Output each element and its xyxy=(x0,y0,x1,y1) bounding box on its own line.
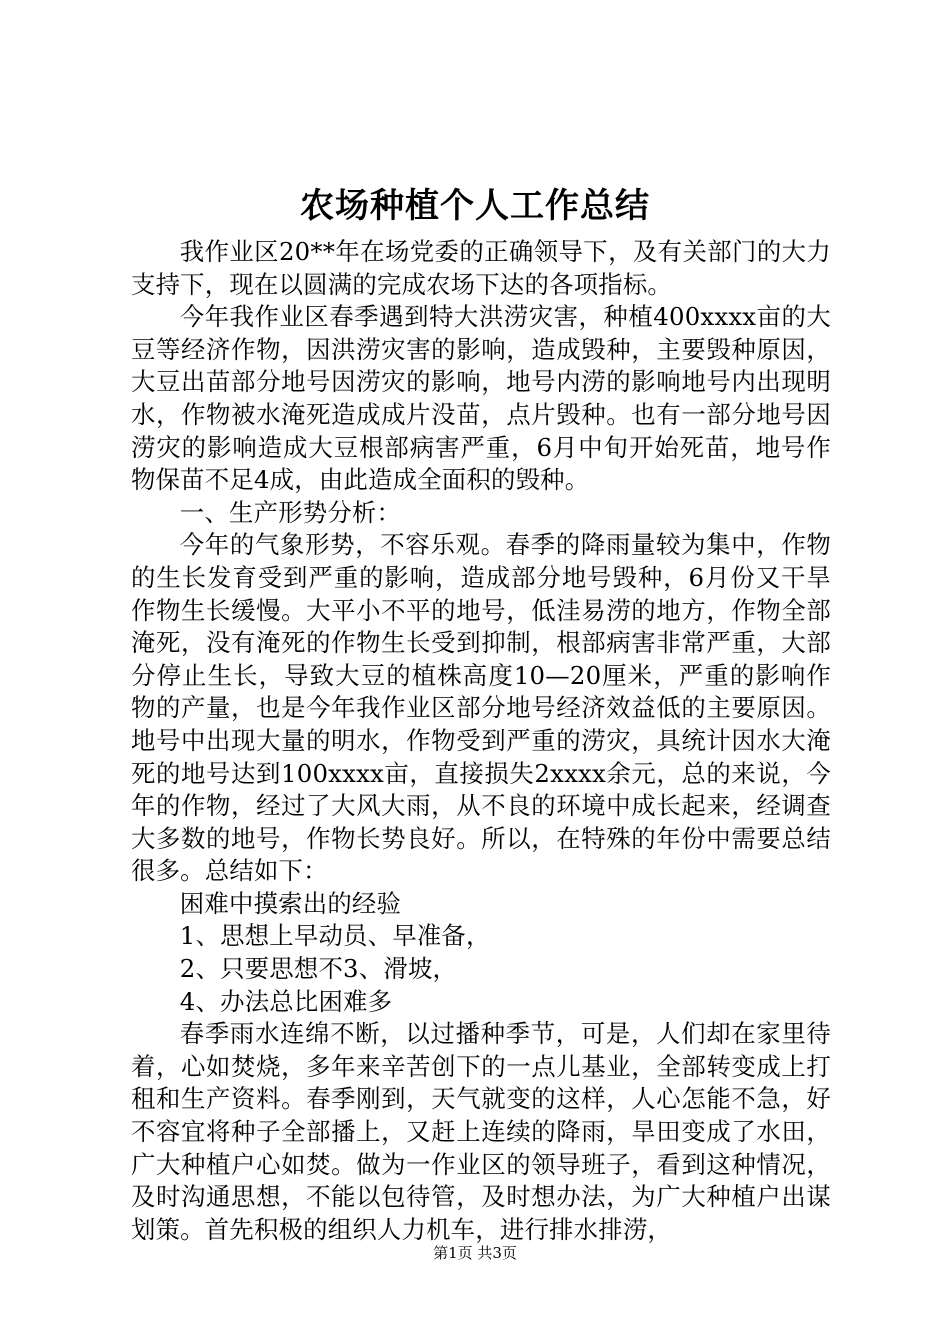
paragraph: 我作业区20**年在场党委的正确领导下，及有关部门的大力支持下，现在以圆满的完成农场下达的各项指标。 xyxy=(131,237,831,299)
section-heading: 一、生产形势分析： xyxy=(179,497,402,527)
page-number-footer: 第1页 共3页 xyxy=(433,1244,517,1262)
paragraph: 春季雨水连绵不断，以过播种季节，可是，人们却在家里待着，心如焚烧，多年来辛苦创下的一点儿基业，全部转变成上打租和生产资料。春季刚到，天气就变的这样，人心怎能不急，好不容宜将种子全部播上，又赶上连续的降雨，旱田变成了水田，广大种植户心如焚。做为一作业区的领导班子，看到这种情况，及时沟通思想，不能以包待管，及时想办法，为广大种植户出谋划策。首先积极的组织人力机车，进行排水排涝， xyxy=(131,1019,831,1244)
document-title: 农场种植个人工作总结 xyxy=(300,186,650,226)
paragraph: 今年的气象形势，不容乐观。春季的降雨量较为集中，作物的生长发育受到严重的影响，造成部分地号毁种，6月份又干旱作物生长缓慢。大平小不平的地号，低洼易涝的地方，作物全部淹死，没有淹死的作物生长受到抑制，根部病害非常严重，大部分停止生长，导致大豆的植株高度10—20厘米，严重的影响作物的产量，也是今年我作业区部分地号经济效益低的主要原因。地号中出现大量的明水，作物受到严重的涝灾，具统计因水大淹死的地号达到100xxxx亩，直接损失2xxxx余元，总的来说，今年的作物，经过了大风大雨，从不良的环境中成长起来，经调查大多数的地号，作物长势良好。所以，在特殊的年份中需要总结很多。总结如下： xyxy=(131,530,831,886)
list-item: 4、办法总比困难多 xyxy=(179,986,393,1016)
list-item: 2、只要思想不3、滑坡， xyxy=(179,954,458,984)
paragraph: 今年我作业区春季遇到特大洪涝灾害，种植400xxxx亩的大豆等经济作物，因洪涝灾害的影响，造成毁种，主要毁种原因，大豆出苗部分地号因涝灾的影响，地号内涝的影响地号内出现明水，作物被水淹死造成成片没苗，点片毁种。也有一部分地号因涝灾的影响造成大豆根部病害严重，6月中旬开始死苗，地号作物保苗不足4成，由此造成全面积的毁种。 xyxy=(131,302,831,495)
document-body xyxy=(131,236,831,1246)
subheading: 困难中摸索出的经验 xyxy=(179,888,402,918)
list-item: 1、思想上早动员、早准备， xyxy=(179,921,491,951)
